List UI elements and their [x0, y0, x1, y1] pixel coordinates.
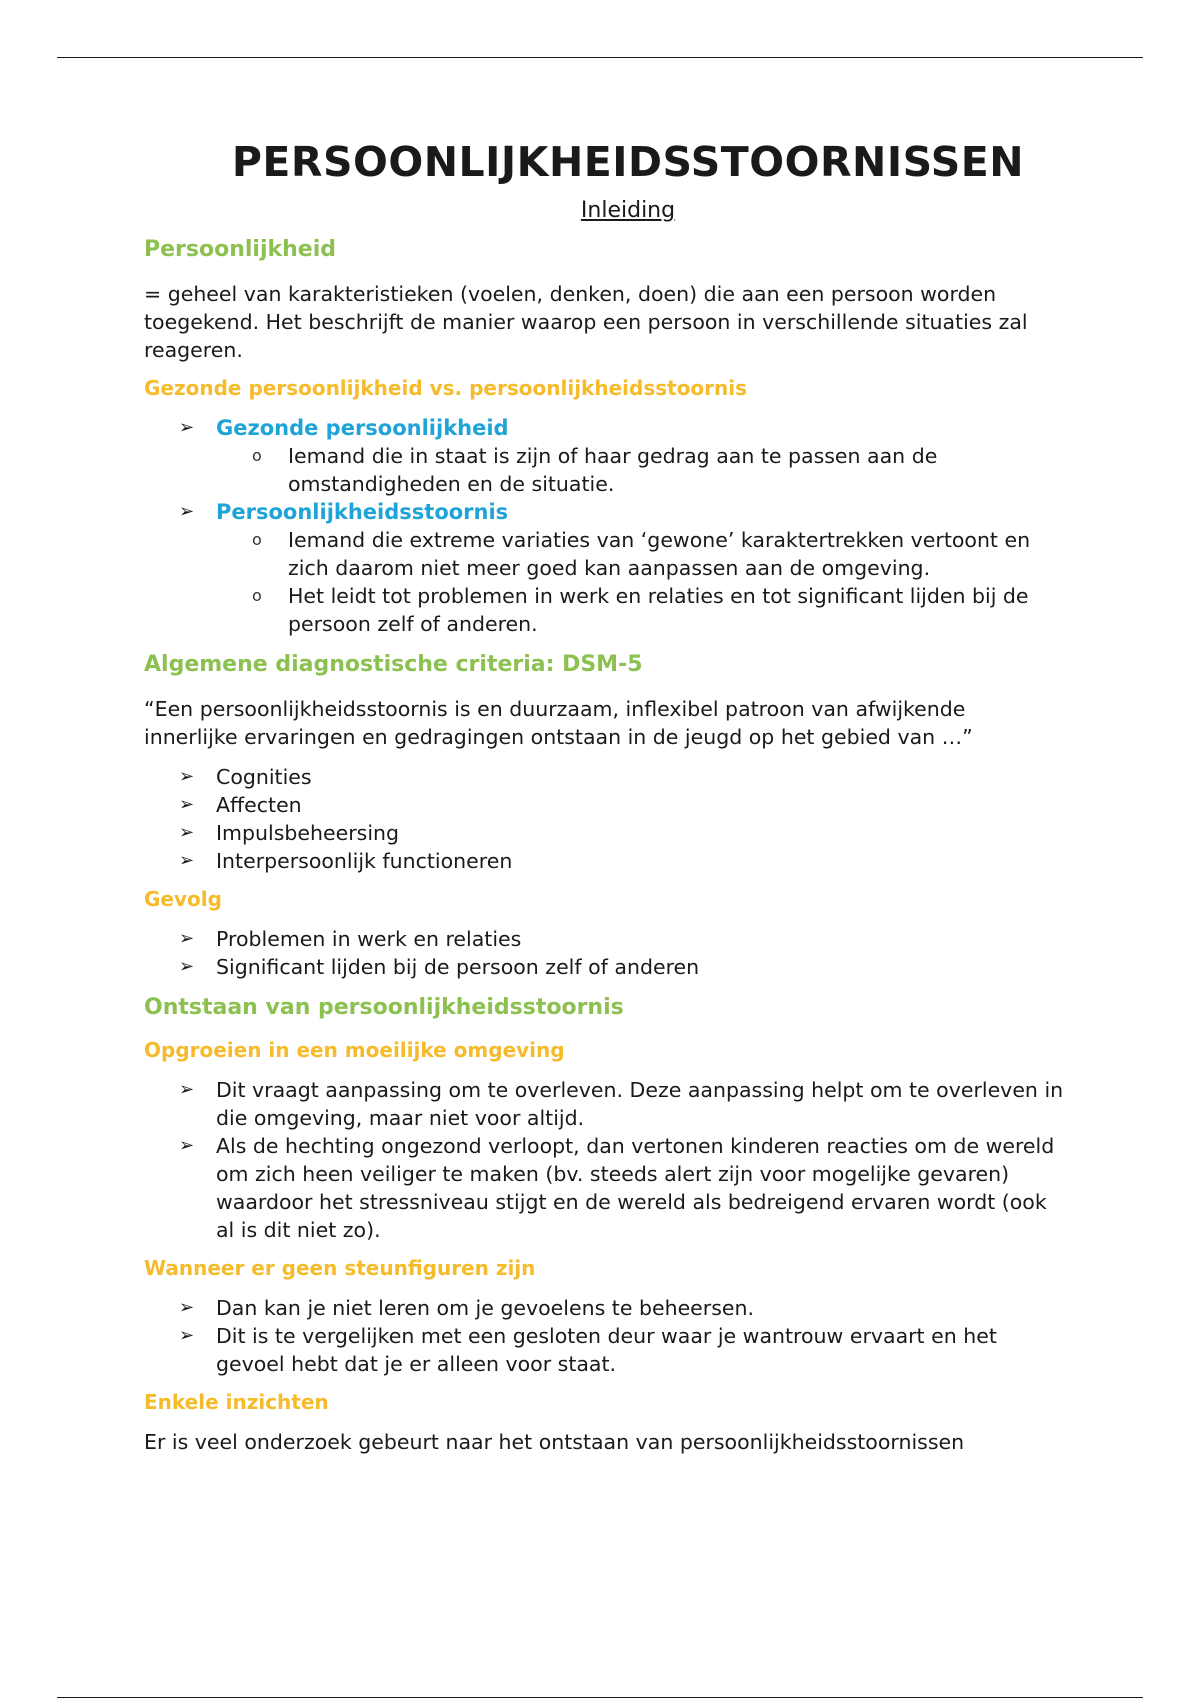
list-item: ➢ Dit is te vergelijken met een gesloten deur waar je wantrouw ervaart en het gevoel hebt dat je er alleen voor staat.	[179, 1324, 997, 1376]
list-item: ➢ Problemen in werk en relaties	[179, 927, 522, 951]
sub-list-item: o Iemand die in staat is zijn of haar gedrag aan te passen aan de omstandigheden en de situatie.	[252, 444, 938, 496]
arrow-bullet-icon: ➢	[179, 766, 195, 787]
definition-paragraph: = geheel van karakteristieken (voelen, denken, doen) die aan een persoon worden toegekend. Het beschrijft de manier waarop een persoon in verschillende situaties zal reageren.	[144, 282, 1028, 362]
arrow-bullet-icon: ➢	[179, 417, 195, 438]
arrow-bullet-icon: ➢	[179, 822, 195, 843]
circle-bullet-icon: o	[252, 446, 262, 465]
heading-opgroeien: Opgroeien in een moeilijke omgeving	[144, 1038, 565, 1062]
arrow-bullet-icon: ➢	[179, 1297, 195, 1318]
heading-steunfiguren: Wanneer er geen steunfiguren zijn	[144, 1256, 536, 1280]
dsm5-list	[144, 763, 1064, 875]
list-item: ➢ Affecten	[179, 793, 302, 817]
list-item: ➢ Als de hechting ongezond verloopt, dan vertonen kinderen reacties om de wereld om zich heen veiliger te maken (bv. steeds alert zijn voor mogelijke gevaren) waardoor het stressniveau stijgt en de wereld als bedreigend ervaren wordt (ook al is dit niet zo).	[179, 1134, 1055, 1242]
heading-gezond-vs-stoornis: Gezonde persoonlijkheid vs. persoonlijkheidsstoornis	[144, 376, 748, 400]
heading-dsm5: Algemene diagnostische criteria: DSM-5	[144, 652, 643, 677]
page-title: PERSOONLIJKHEIDSSTOORNISSEN	[231, 138, 1025, 186]
arrow-bullet-icon: ➢	[179, 1325, 195, 1346]
opgroeien-list	[144, 1076, 1064, 1244]
heading-gevolg: Gevolg	[144, 887, 222, 911]
circle-bullet-icon: o	[252, 586, 262, 605]
gezond-vs-stoornis-list	[144, 414, 1064, 638]
arrow-bullet-icon: ➢	[179, 956, 195, 977]
arrow-bullet-icon: ➢	[179, 501, 195, 522]
arrow-bullet-icon: ➢	[179, 794, 195, 815]
heading-inzichten: Enkele inzichten	[144, 1390, 329, 1414]
circle-bullet-icon: o	[252, 530, 262, 549]
sub-list-item: o Het leidt tot problemen in werk en relaties en tot significant lijden bij de persoon zelf of anderen.	[252, 584, 1029, 636]
top-rule	[57, 57, 1143, 58]
list-item: ➢ Significant lijden bij de persoon zelf of anderen	[179, 955, 700, 979]
bottom-rule	[57, 1697, 1143, 1698]
page-subtitle: Inleiding	[580, 198, 676, 223]
sub-list-item: o Iemand die extreme variaties van ‘gewone’ karaktertrekken vertoont en zich daarom niet meer goed kan aanpassen aan de omgeving.	[252, 528, 1031, 580]
inzichten-paragraph: Er is veel onderzoek gebeurt naar het ontstaan van persoonlijkheidsstoornissen	[144, 1430, 965, 1454]
arrow-bullet-icon: ➢	[179, 928, 195, 949]
list-item: ➢ Dan kan je niet leren om je gevoelens te beheersen.	[179, 1296, 755, 1320]
list-item: ➢ Impulsbeheersing	[179, 821, 400, 845]
arrow-bullet-icon: ➢	[179, 1079, 195, 1100]
arrow-bullet-icon: ➢	[179, 850, 195, 871]
gevolg-list	[144, 925, 1064, 981]
list-item: ➢ Cognities	[179, 765, 312, 789]
arrow-bullet-icon: ➢	[179, 1135, 195, 1156]
list-item: ➢ Dit vraagt aanpassing om te overleven. Deze aanpassing helpt om te overleven in die omgeving, maar niet voor altijd.	[179, 1078, 1064, 1130]
heading-ontstaan: Ontstaan van persoonlijkheidsstoornis	[144, 995, 624, 1020]
dsm5-quote: “Een persoonlijkheidsstoornis is en duurzaam, inflexibel patroon van afwijkende innerlijke ervaringen en gedragingen ontstaan in de jeugd op het gebied van …”	[144, 697, 973, 749]
list-item: ➢ Interpersoonlijk functioneren	[179, 849, 513, 873]
list-item: ➢ Persoonlijkheidsstoornis	[179, 500, 509, 524]
document-page	[144, 138, 1064, 1468]
list-item: ➢ Gezonde persoonlijkheid	[179, 416, 509, 440]
steunfiguren-list	[144, 1294, 1064, 1378]
heading-persoonlijkheid: Persoonlijkheid	[144, 237, 337, 262]
